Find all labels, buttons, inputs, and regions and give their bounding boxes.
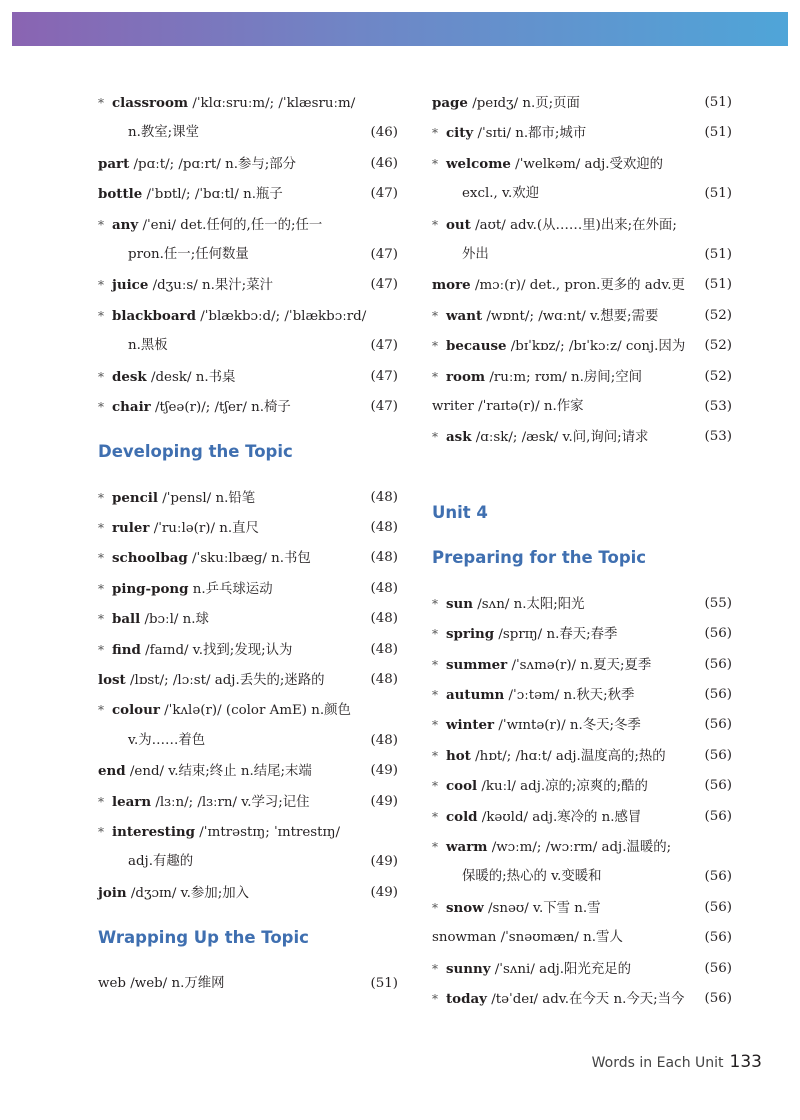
entry-text xyxy=(98,817,340,848)
entry-continuation-line xyxy=(98,240,398,270)
headword: room xyxy=(446,368,486,385)
definition: /ˈwelkəm/ adj.受欢迎的 xyxy=(510,156,664,172)
headword: pencil xyxy=(112,489,158,506)
page-reference: (51) xyxy=(704,277,732,293)
entry-text xyxy=(98,695,351,726)
word-entry xyxy=(432,954,732,984)
definition: /snəʊ/ v.下雪 n.雪 xyxy=(483,900,601,916)
word-list-left-column xyxy=(98,88,398,999)
word-entry xyxy=(98,543,398,573)
page-reference: (56) xyxy=(704,626,732,642)
entry-plain-text: web /web/ n.万维网 xyxy=(98,975,225,991)
entry-text xyxy=(432,301,658,332)
spacer xyxy=(98,422,398,437)
entry-text xyxy=(98,331,168,361)
headword: welcome xyxy=(446,155,511,172)
entry-continuation-line xyxy=(98,331,398,361)
asterisk-icon: * xyxy=(432,748,438,763)
asterisk-icon: * xyxy=(432,308,438,323)
definition: /ˈeni/ det.任何的,任一的;任一 xyxy=(138,217,323,233)
word-entry xyxy=(432,118,732,148)
definition: /mɔː(r)/ det., pron.更多的 adv.更 xyxy=(470,278,685,294)
page-footer xyxy=(592,1052,762,1072)
page-reference: (53) xyxy=(704,398,732,414)
word-entry xyxy=(98,878,398,908)
entry-text xyxy=(432,771,648,802)
page-reference: (47) xyxy=(370,398,398,414)
word-entry xyxy=(98,574,398,604)
asterisk-icon: * xyxy=(432,217,438,232)
asterisk-icon: * xyxy=(98,642,104,657)
definition: /wɒnt/; /wɑːnt/ v.想要;需要 xyxy=(482,308,659,324)
word-entry xyxy=(432,270,732,300)
entry-text xyxy=(98,847,193,877)
spacer xyxy=(432,574,732,589)
entry-text xyxy=(432,422,648,453)
entry-text xyxy=(98,210,322,241)
definition: n.黑板 xyxy=(128,338,168,354)
entry-text xyxy=(98,301,366,332)
definition: /hɒt/; /hɑːt/ adj.温度高的;热的 xyxy=(470,748,666,764)
entry-text xyxy=(432,392,584,422)
definition: /ˈwɪntə(r)/ n.冬天;冬季 xyxy=(494,718,641,734)
entry-text xyxy=(432,210,677,241)
word-entry xyxy=(432,331,732,361)
entry-text xyxy=(432,802,641,833)
headword: schoolbag xyxy=(112,550,188,567)
page-reference: (49) xyxy=(370,763,398,779)
entry-text xyxy=(432,954,631,985)
spacer xyxy=(432,528,732,543)
headword: winter xyxy=(446,717,495,734)
asterisk-icon: * xyxy=(432,369,438,384)
asterisk-icon: * xyxy=(98,581,104,596)
asterisk-icon: * xyxy=(432,126,438,141)
top-color-band xyxy=(12,12,788,46)
entry-text xyxy=(98,88,355,119)
word-list-right-column xyxy=(432,88,732,1014)
page-reference: (56) xyxy=(704,869,732,885)
word-entry xyxy=(98,787,398,817)
entry-text xyxy=(98,665,325,696)
asterisk-icon: * xyxy=(432,991,438,1006)
definition: excl., v.欢迎 xyxy=(462,186,540,202)
page-reference: (51) xyxy=(704,95,732,110)
entry-text xyxy=(432,619,617,650)
word-entry xyxy=(432,301,732,331)
entry-continuation-line xyxy=(98,847,398,877)
word-entry xyxy=(98,301,398,331)
headword: ask xyxy=(446,429,472,446)
entry-text xyxy=(432,179,539,209)
headword: interesting xyxy=(112,823,196,840)
word-entry xyxy=(432,650,732,680)
entry-continuation-line xyxy=(98,118,398,148)
entry-text xyxy=(432,270,685,301)
entry-text xyxy=(98,543,311,574)
word-entry xyxy=(432,741,732,771)
headword: classroom xyxy=(112,95,189,111)
asterisk-icon: * xyxy=(98,612,104,627)
definition: /ˈpensl/ n.铅笔 xyxy=(157,490,256,506)
entry-text xyxy=(432,650,651,681)
definition: /ˈsʌni/ adj.阳光充足的 xyxy=(490,961,632,977)
word-entry xyxy=(98,756,398,786)
section-heading: Preparing for the Topic xyxy=(432,548,647,568)
page-reference: (48) xyxy=(370,641,398,657)
headword: part xyxy=(98,155,130,172)
entry-text xyxy=(98,604,209,635)
headword: want xyxy=(446,307,483,324)
entry-text xyxy=(432,862,602,892)
page-reference: (56) xyxy=(704,747,732,763)
entry-text xyxy=(432,680,634,711)
definition: /təˈdeɪ/ adv.在今天 n.今天;当今 xyxy=(486,991,685,1007)
page-reference: (48) xyxy=(370,611,398,627)
page-reference: (48) xyxy=(370,489,398,505)
page-reference: (51) xyxy=(704,246,732,262)
headword: because xyxy=(446,338,507,355)
definition: /tʃeə(r)/; /tʃer/ n.椅子 xyxy=(150,399,291,415)
entry-text xyxy=(98,878,249,909)
page-reference: (56) xyxy=(704,899,732,915)
asterisk-icon: * xyxy=(432,688,438,703)
entry-text xyxy=(432,149,663,180)
headword: join xyxy=(98,884,127,901)
word-entry xyxy=(98,635,398,665)
page-reference: (48) xyxy=(370,580,398,596)
page-reference: (47) xyxy=(370,277,398,293)
entry-text xyxy=(432,741,666,772)
page-reference: (56) xyxy=(704,808,732,824)
page-reference: (52) xyxy=(704,338,732,354)
headword: today xyxy=(446,990,487,1007)
entry-text xyxy=(432,832,671,863)
definition: /aʊt/ adv.(从……里)出来;在外面; xyxy=(470,217,677,233)
definition: /ruːm; rʊm/ n.房间;空间 xyxy=(485,369,642,385)
word-entry xyxy=(432,832,732,862)
word-entry xyxy=(432,771,732,801)
word-entry xyxy=(432,422,732,452)
headword: juice xyxy=(112,277,149,294)
word-entry xyxy=(432,619,732,649)
headword: find xyxy=(112,641,141,658)
spacer xyxy=(98,468,398,483)
page-reference: (47) xyxy=(370,338,398,354)
definition: /dʒuːs/ n.果汁;菜汁 xyxy=(148,278,273,294)
definition: /bɔːl/ n.球 xyxy=(140,612,209,628)
entry-continuation-line xyxy=(432,179,732,209)
asterisk-icon: * xyxy=(98,278,104,293)
entry-text xyxy=(98,726,205,756)
page-reference: (53) xyxy=(704,429,732,445)
page-reference: (48) xyxy=(370,672,398,688)
headword: page xyxy=(432,95,468,111)
definition: /desk/ n.书桌 xyxy=(146,369,236,385)
word-entry xyxy=(432,710,732,740)
headword: autumn xyxy=(446,687,505,704)
definition: 保暖的;热心的 v.变暖和 xyxy=(462,869,602,885)
entry-text xyxy=(98,240,249,270)
definition: n.教室;课堂 xyxy=(128,125,199,141)
definition: /ˈsɪti/ n.都市;城市 xyxy=(473,126,587,142)
entry-plain-text: writer /ˈraɪtə(r)/ n.作家 xyxy=(432,398,584,414)
headword: learn xyxy=(112,793,152,810)
headword: warm xyxy=(446,838,488,855)
definition: /end/ v.结束;终止 n.结尾;末端 xyxy=(125,764,312,780)
page-reference: (56) xyxy=(704,687,732,703)
definition: /ˈɔːtəm/ n.秋天;秋季 xyxy=(504,688,635,704)
word-entry xyxy=(432,210,732,240)
asterisk-icon: * xyxy=(432,657,438,672)
page-reference: (46) xyxy=(370,125,398,141)
headword: blackboard xyxy=(112,307,196,324)
entry-text xyxy=(432,589,585,620)
footer-label: Words in Each Unit xyxy=(591,1055,724,1071)
asterisk-icon: * xyxy=(432,839,438,854)
page-reference: (47) xyxy=(370,368,398,384)
word-entry xyxy=(98,817,398,847)
definition: /wɔːm/; /wɔːrm/ adj.温暖的; xyxy=(487,839,672,855)
page-reference: (52) xyxy=(704,307,732,323)
word-entry xyxy=(98,149,398,179)
definition: /ˈbɒtl/; /ˈbɑːtl/ n.瓶子 xyxy=(142,187,283,203)
definition: pron.任一;任何数量 xyxy=(128,246,249,262)
page-reference: (56) xyxy=(704,778,732,794)
headword: bottle xyxy=(98,186,143,203)
asterisk-icon: * xyxy=(432,718,438,733)
definition: /lɒst/; /lɔːst/ adj.丢失的;迷路的 xyxy=(125,673,325,689)
headword: spring xyxy=(446,626,495,643)
entry-text xyxy=(432,362,642,393)
asterisk-icon: * xyxy=(98,399,104,414)
entry-plain-text: snowman /ˈsnəʊmæn/ n.雪人 xyxy=(432,930,623,946)
definition: /kuːl/ adj.凉的;凉爽的;酷的 xyxy=(477,779,648,795)
entry-text xyxy=(98,362,235,393)
word-entry xyxy=(432,802,732,832)
page-reference: (49) xyxy=(370,854,398,870)
page-reference: (56) xyxy=(704,717,732,733)
definition: /lɜːn/; /lɜːrn/ v.学习;记住 xyxy=(151,794,310,810)
entry-text xyxy=(98,756,312,787)
definition: /kəʊld/ adj.寒冷的 n.感冒 xyxy=(477,809,642,825)
entry-continuation-line xyxy=(432,240,732,270)
asterisk-icon: * xyxy=(432,809,438,824)
definition: /ˈɪntrəstɪŋ; ˈɪntrestɪŋ/ xyxy=(195,824,340,840)
page-reference: (48) xyxy=(370,732,398,748)
page-reference: (49) xyxy=(370,793,398,809)
asterisk-icon: * xyxy=(98,703,104,718)
definition: /ˈruːlə(r)/ n.直尺 xyxy=(149,521,259,537)
asterisk-icon: * xyxy=(432,156,438,171)
word-entry xyxy=(432,392,732,422)
entry-text xyxy=(98,179,283,210)
word-entry xyxy=(98,392,398,422)
word-entry xyxy=(432,984,732,1014)
entry-text xyxy=(432,118,586,149)
page-reference: (49) xyxy=(370,884,398,900)
asterisk-icon: * xyxy=(98,308,104,323)
word-entry xyxy=(432,680,732,710)
word-entry xyxy=(98,604,398,634)
definition: /dʒɔɪn/ v.参加;加入 xyxy=(126,885,249,901)
page-number: 133 xyxy=(729,1052,762,1072)
entry-text xyxy=(432,710,641,741)
word-entry xyxy=(432,88,732,118)
headword: cold xyxy=(446,808,478,825)
spacer xyxy=(98,954,398,969)
word-entry xyxy=(432,893,732,923)
page-reference: (46) xyxy=(370,155,398,171)
entry-text xyxy=(98,149,296,180)
headword: summer xyxy=(446,656,508,673)
entry-text xyxy=(98,392,291,423)
headword: any xyxy=(112,216,139,233)
definition: /ˈblækbɔːd/; /ˈblækbɔːrd/ xyxy=(195,308,367,324)
page-reference: (51) xyxy=(370,975,398,991)
entry-text xyxy=(432,923,623,953)
word-entry xyxy=(432,362,732,392)
page-reference: (47) xyxy=(370,186,398,202)
page-reference: (48) xyxy=(370,520,398,536)
entry-text xyxy=(98,270,273,301)
word-entry xyxy=(98,88,398,118)
headword: city xyxy=(446,125,474,142)
entry-text xyxy=(98,483,255,514)
word-entry xyxy=(98,665,398,695)
definition: /peɪdʒ/ n.页;页面 xyxy=(467,96,580,111)
entry-continuation-line xyxy=(98,726,398,756)
spacer xyxy=(432,483,732,498)
definition: n.乒乓球运动 xyxy=(188,581,273,597)
definition: /ˈkʌlə(r)/ (color AmE) n.颜色 xyxy=(159,703,351,719)
section-heading: Wrapping Up the Topic xyxy=(98,928,309,948)
page-reference: (56) xyxy=(704,960,732,976)
headword: lost xyxy=(98,672,126,689)
definition: /ˈklɑːsruːm/; /ˈklæsruːm/ xyxy=(188,96,356,111)
asterisk-icon: * xyxy=(98,794,104,809)
headword: sunny xyxy=(446,960,491,977)
asterisk-icon: * xyxy=(98,521,104,536)
definition: adj.有趣的 xyxy=(128,854,194,870)
word-entry xyxy=(98,179,398,209)
asterisk-icon: * xyxy=(432,339,438,354)
word-entry xyxy=(98,362,398,392)
headword: colour xyxy=(112,702,160,719)
definition: v.为……着色 xyxy=(128,732,206,748)
word-entry xyxy=(432,923,732,953)
word-entry xyxy=(98,483,398,513)
headword: out xyxy=(446,216,471,233)
asterisk-icon: * xyxy=(432,596,438,611)
asterisk-icon: * xyxy=(432,430,438,445)
asterisk-icon: * xyxy=(98,824,104,839)
definition: /ɑːsk/; /æsk/ v.问,询问;请求 xyxy=(471,430,649,446)
asterisk-icon: * xyxy=(432,779,438,794)
asterisk-icon: * xyxy=(432,961,438,976)
page-reference: (48) xyxy=(370,550,398,566)
entry-text xyxy=(98,635,292,666)
word-entry xyxy=(98,210,398,240)
asterisk-icon: * xyxy=(98,96,104,110)
entry-text xyxy=(432,893,601,924)
section-heading: Unit 4 xyxy=(432,503,488,523)
definition: /pɑːt/; /pɑːrt/ n.参与;部分 xyxy=(129,156,297,172)
word-entry xyxy=(98,969,398,999)
definition: /sprɪŋ/ n.春天;春季 xyxy=(494,627,618,643)
definition: 外出 xyxy=(462,246,489,262)
definition: /ˈskuːlbæɡ/ n.书包 xyxy=(187,551,311,567)
asterisk-icon: * xyxy=(98,217,104,232)
page-reference: (56) xyxy=(704,930,732,946)
headword: end xyxy=(98,763,126,780)
headword: chair xyxy=(112,398,151,415)
headword: desk xyxy=(112,368,147,385)
entry-text xyxy=(432,331,685,362)
headword: cool xyxy=(446,778,478,795)
page-reference: (56) xyxy=(704,656,732,672)
entry-text xyxy=(98,118,199,148)
definition: /ˈsʌmə(r)/ n.夏天;夏季 xyxy=(507,657,652,673)
spacer xyxy=(98,908,398,923)
page-reference: (51) xyxy=(704,125,732,141)
asterisk-icon: * xyxy=(98,490,104,505)
entry-text xyxy=(432,240,489,270)
asterisk-icon: * xyxy=(98,551,104,566)
entry-text xyxy=(98,969,225,999)
entry-text xyxy=(98,513,259,544)
page-reference: (55) xyxy=(704,595,732,611)
definition: /bɪˈkɒz/; /bɪˈkɔːz/ conj.因为 xyxy=(506,339,686,355)
headword: sun xyxy=(446,595,474,612)
entry-text xyxy=(98,787,310,818)
word-entry xyxy=(98,695,398,725)
word-entry xyxy=(432,149,732,179)
word-entry xyxy=(432,589,732,619)
page-reference: (47) xyxy=(370,246,398,262)
entry-continuation-line xyxy=(432,862,732,892)
headword: ping-pong xyxy=(112,580,189,597)
headword: more xyxy=(432,277,471,294)
entry-text xyxy=(432,88,580,119)
definition: /faɪnd/ v.找到;发现;认为 xyxy=(140,642,293,658)
spacer xyxy=(432,453,732,483)
page-reference: (51) xyxy=(704,186,732,202)
page-reference: (52) xyxy=(704,368,732,384)
entry-text xyxy=(98,574,273,605)
headword: ball xyxy=(112,611,141,628)
definition: /sʌn/ n.太阳;阳光 xyxy=(473,596,585,612)
headword: hot xyxy=(446,747,471,764)
asterisk-icon: * xyxy=(98,369,104,384)
entry-text xyxy=(432,984,684,1015)
headword: snow xyxy=(446,899,484,916)
asterisk-icon: * xyxy=(432,900,438,915)
word-entry xyxy=(98,270,398,300)
headword: ruler xyxy=(112,520,150,537)
page-reference: (56) xyxy=(704,990,732,1006)
word-entry xyxy=(98,513,398,543)
section-heading: Developing the Topic xyxy=(98,442,293,462)
asterisk-icon: * xyxy=(432,627,438,642)
